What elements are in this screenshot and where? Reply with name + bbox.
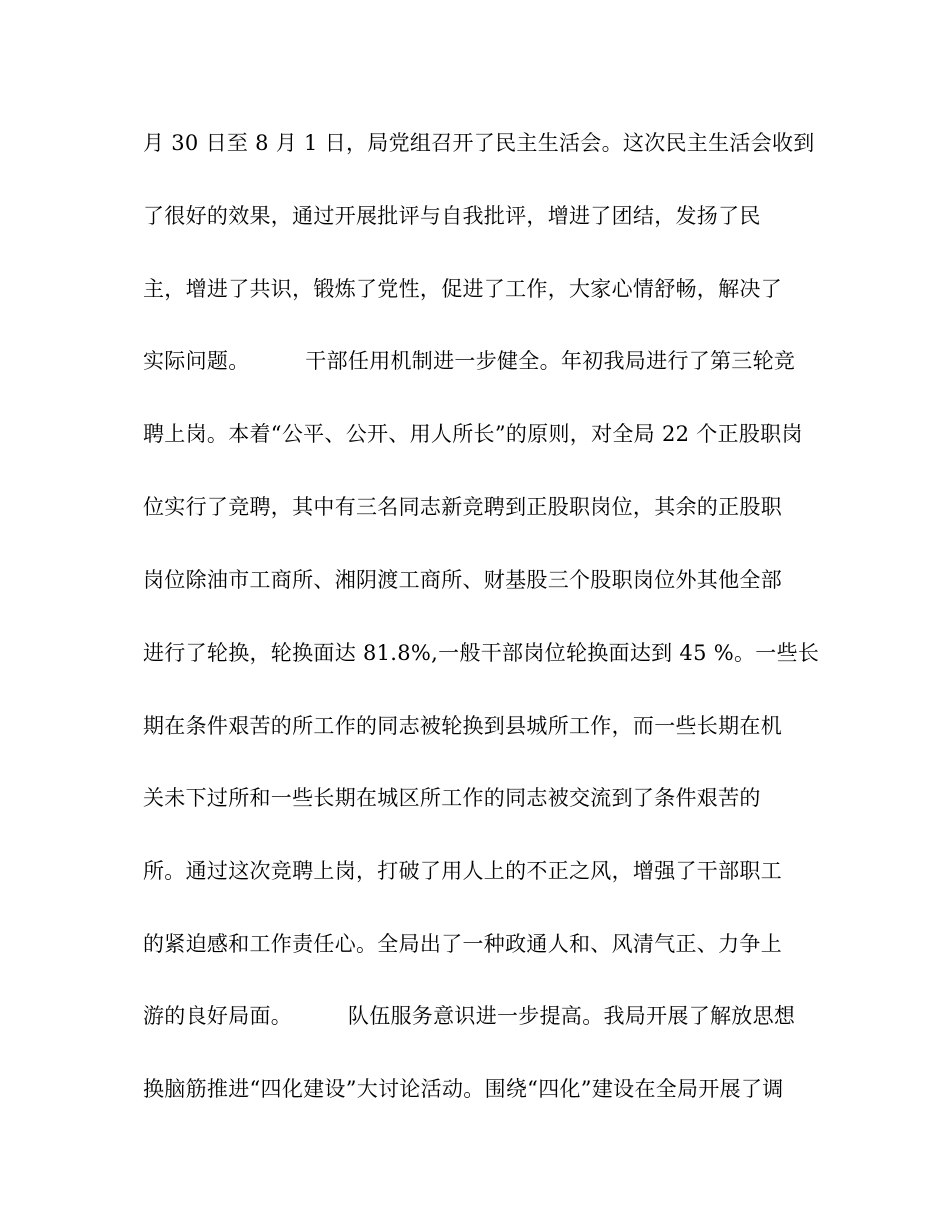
text-line: 聘上岗。本着“公平、公开、用人所长”的原则，对全局 22 个正股职岗 bbox=[143, 422, 803, 446]
text-line: 的紧迫感和工作责任心。全局出了一种政通人和、风清气正、力争上 bbox=[143, 932, 782, 956]
text-line: 期在条件艰苦的所工作的同志被轮换到县城所工作，而一些长期在机 bbox=[143, 714, 782, 738]
text-line: 游的良好局面。 队伍服务意识进一步提高。我局开展了解放思想 bbox=[143, 1004, 796, 1028]
text-line: 月 30 日至 8 月 1 日，局党组召开了民主生活会。这次民主生活会收到 bbox=[143, 131, 815, 155]
text-line: 所。通过这次竞聘上岗，打破了用人上的不正之风，增强了干部职工 bbox=[143, 859, 782, 883]
text-line: 位实行了竞聘，其中有三名同志新竞聘到正股职岗位，其余的正股职 bbox=[143, 495, 782, 519]
text-line: 进行了轮换，轮换面达 81.8%,一般干部岗位轮换面达到 45 %。一些长 bbox=[143, 641, 820, 665]
text-line: 了很好的效果，通过开展批评与自我批评，增进了团结，发扬了民 bbox=[143, 204, 761, 228]
text-line: 实际问题。 干部任用机制进一步健全。年初我局进行了第三轮竞 bbox=[143, 349, 796, 373]
text-line: 换脑筋推进“四化建设”大讨论活动。围绕“四化”建设在全局开展了调 bbox=[143, 1077, 784, 1101]
text-line: 岗位除油市工商所、湘阴渡工商所、财基股三个股职岗位外其他全部 bbox=[143, 568, 782, 592]
text-line: 主，增进了共识，锻炼了党性，促进了工作，大家心情舒畅，解决了 bbox=[143, 277, 782, 301]
text-line: 关未下过所和一些长期在城区所工作的同志被交流到了条件艰苦的 bbox=[143, 786, 761, 810]
